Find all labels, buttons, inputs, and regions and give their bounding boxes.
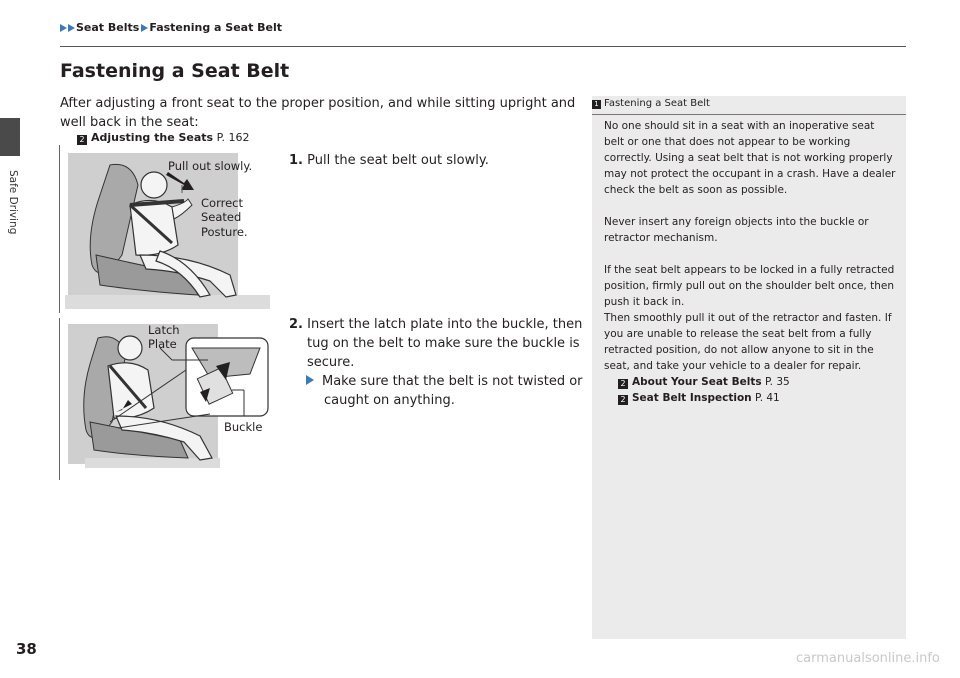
- intro-text: After adjusting a front seat to the proper position, and while sitting upright and well back in the seat:: [60, 96, 576, 130]
- watermark-text: carmanualsonline.info: [796, 651, 940, 666]
- note-paragraph: Never insert any foreign objects into the buckle or retractor mechanism.: [604, 216, 869, 244]
- header-rule: [60, 46, 906, 47]
- page-title: Fastening a Seat Belt: [60, 60, 290, 82]
- subnote-arrow-icon: [306, 375, 314, 385]
- breadcrumb-arrow-icon: [141, 24, 148, 32]
- label-seated: Seated: [201, 210, 242, 224]
- step-2-subnote: [306, 372, 594, 410]
- side-note-box: [592, 96, 906, 639]
- step-1-number: 1.: [289, 153, 303, 168]
- step-1-text: Pull the seat belt out slowly.: [307, 153, 489, 168]
- cross-reference-arrow-icon: 2: [618, 379, 628, 389]
- label-plate: Plate: [148, 337, 177, 351]
- section-side-label: Safe Driving: [7, 170, 19, 235]
- breadcrumb: [60, 21, 282, 34]
- step-2-text: Insert the latch plate into the buckle, then tug on the belt to make sure the buckle is secure.: [307, 317, 583, 370]
- note-ref-icon: 1: [592, 100, 601, 109]
- note-body: [604, 118, 896, 406]
- note-ref-page: P. 41: [755, 392, 780, 404]
- note-paragraph: Then smoothly pull it out of the retractor and fasten. If you are unable to release the seat belt from a fully retracted position, do not allow anyone to sit in the seat, and take your vehicle to a dealer for repair.: [604, 312, 892, 372]
- note-heading-text: Fastening a Seat Belt: [604, 98, 710, 109]
- step-2: [289, 315, 593, 372]
- note-ref-seat-belt-inspection[interactable]: [604, 390, 896, 406]
- note-heading: [592, 96, 906, 115]
- cross-reference-arrow-icon: 2: [77, 135, 87, 145]
- cross-reference-title: Adjusting the Seats: [91, 131, 214, 144]
- label-correct: Correct: [201, 196, 243, 210]
- label-latch: Latch: [148, 323, 180, 337]
- cross-reference-arrow-icon: 2: [618, 395, 628, 405]
- note-paragraph: No one should sit in a seat with an inoperative seat belt or one that does not appear to be working correctly. Using a seat belt that is not working properly may not protect the occupant in a crash. Have a dealer check the belt as soon as possible.: [604, 120, 896, 196]
- cross-reference-adjusting-seats[interactable]: [77, 131, 250, 145]
- breadcrumb-arrow-icon: [60, 24, 67, 32]
- step-2-subnote-text: Make sure that the belt is not twisted or caught on anything.: [322, 374, 583, 408]
- note-ref-title: Seat Belt Inspection: [632, 392, 752, 404]
- cross-reference-page: P. 162: [216, 131, 250, 144]
- breadcrumb-item-seat-belts[interactable]: Seat Belts: [76, 21, 140, 34]
- note-ref-title: About Your Seat Belts: [632, 376, 762, 388]
- label-pull-out-slowly: Pull out slowly.: [168, 159, 253, 173]
- step-2-number: 2.: [289, 317, 303, 332]
- note-ref-page: P. 35: [764, 376, 790, 388]
- page-number: 38: [16, 640, 37, 658]
- note-paragraph: If the seat belt appears to be locked in a fully retracted position, firmly pull out on the shoulder belt once, then push it back in.: [604, 264, 895, 308]
- figure-pull-belt: [59, 145, 275, 313]
- step-1: [289, 151, 593, 170]
- note-ref-about-seat-belts[interactable]: [604, 374, 896, 390]
- label-posture: Posture.: [201, 225, 248, 239]
- breadcrumb-item-fastening[interactable]: Fastening a Seat Belt: [149, 21, 283, 34]
- section-tab-marker: [0, 118, 20, 156]
- label-buckle: Buckle: [224, 420, 263, 434]
- figure-insert-latch: [59, 318, 275, 480]
- breadcrumb-arrow-icon: [68, 24, 75, 32]
